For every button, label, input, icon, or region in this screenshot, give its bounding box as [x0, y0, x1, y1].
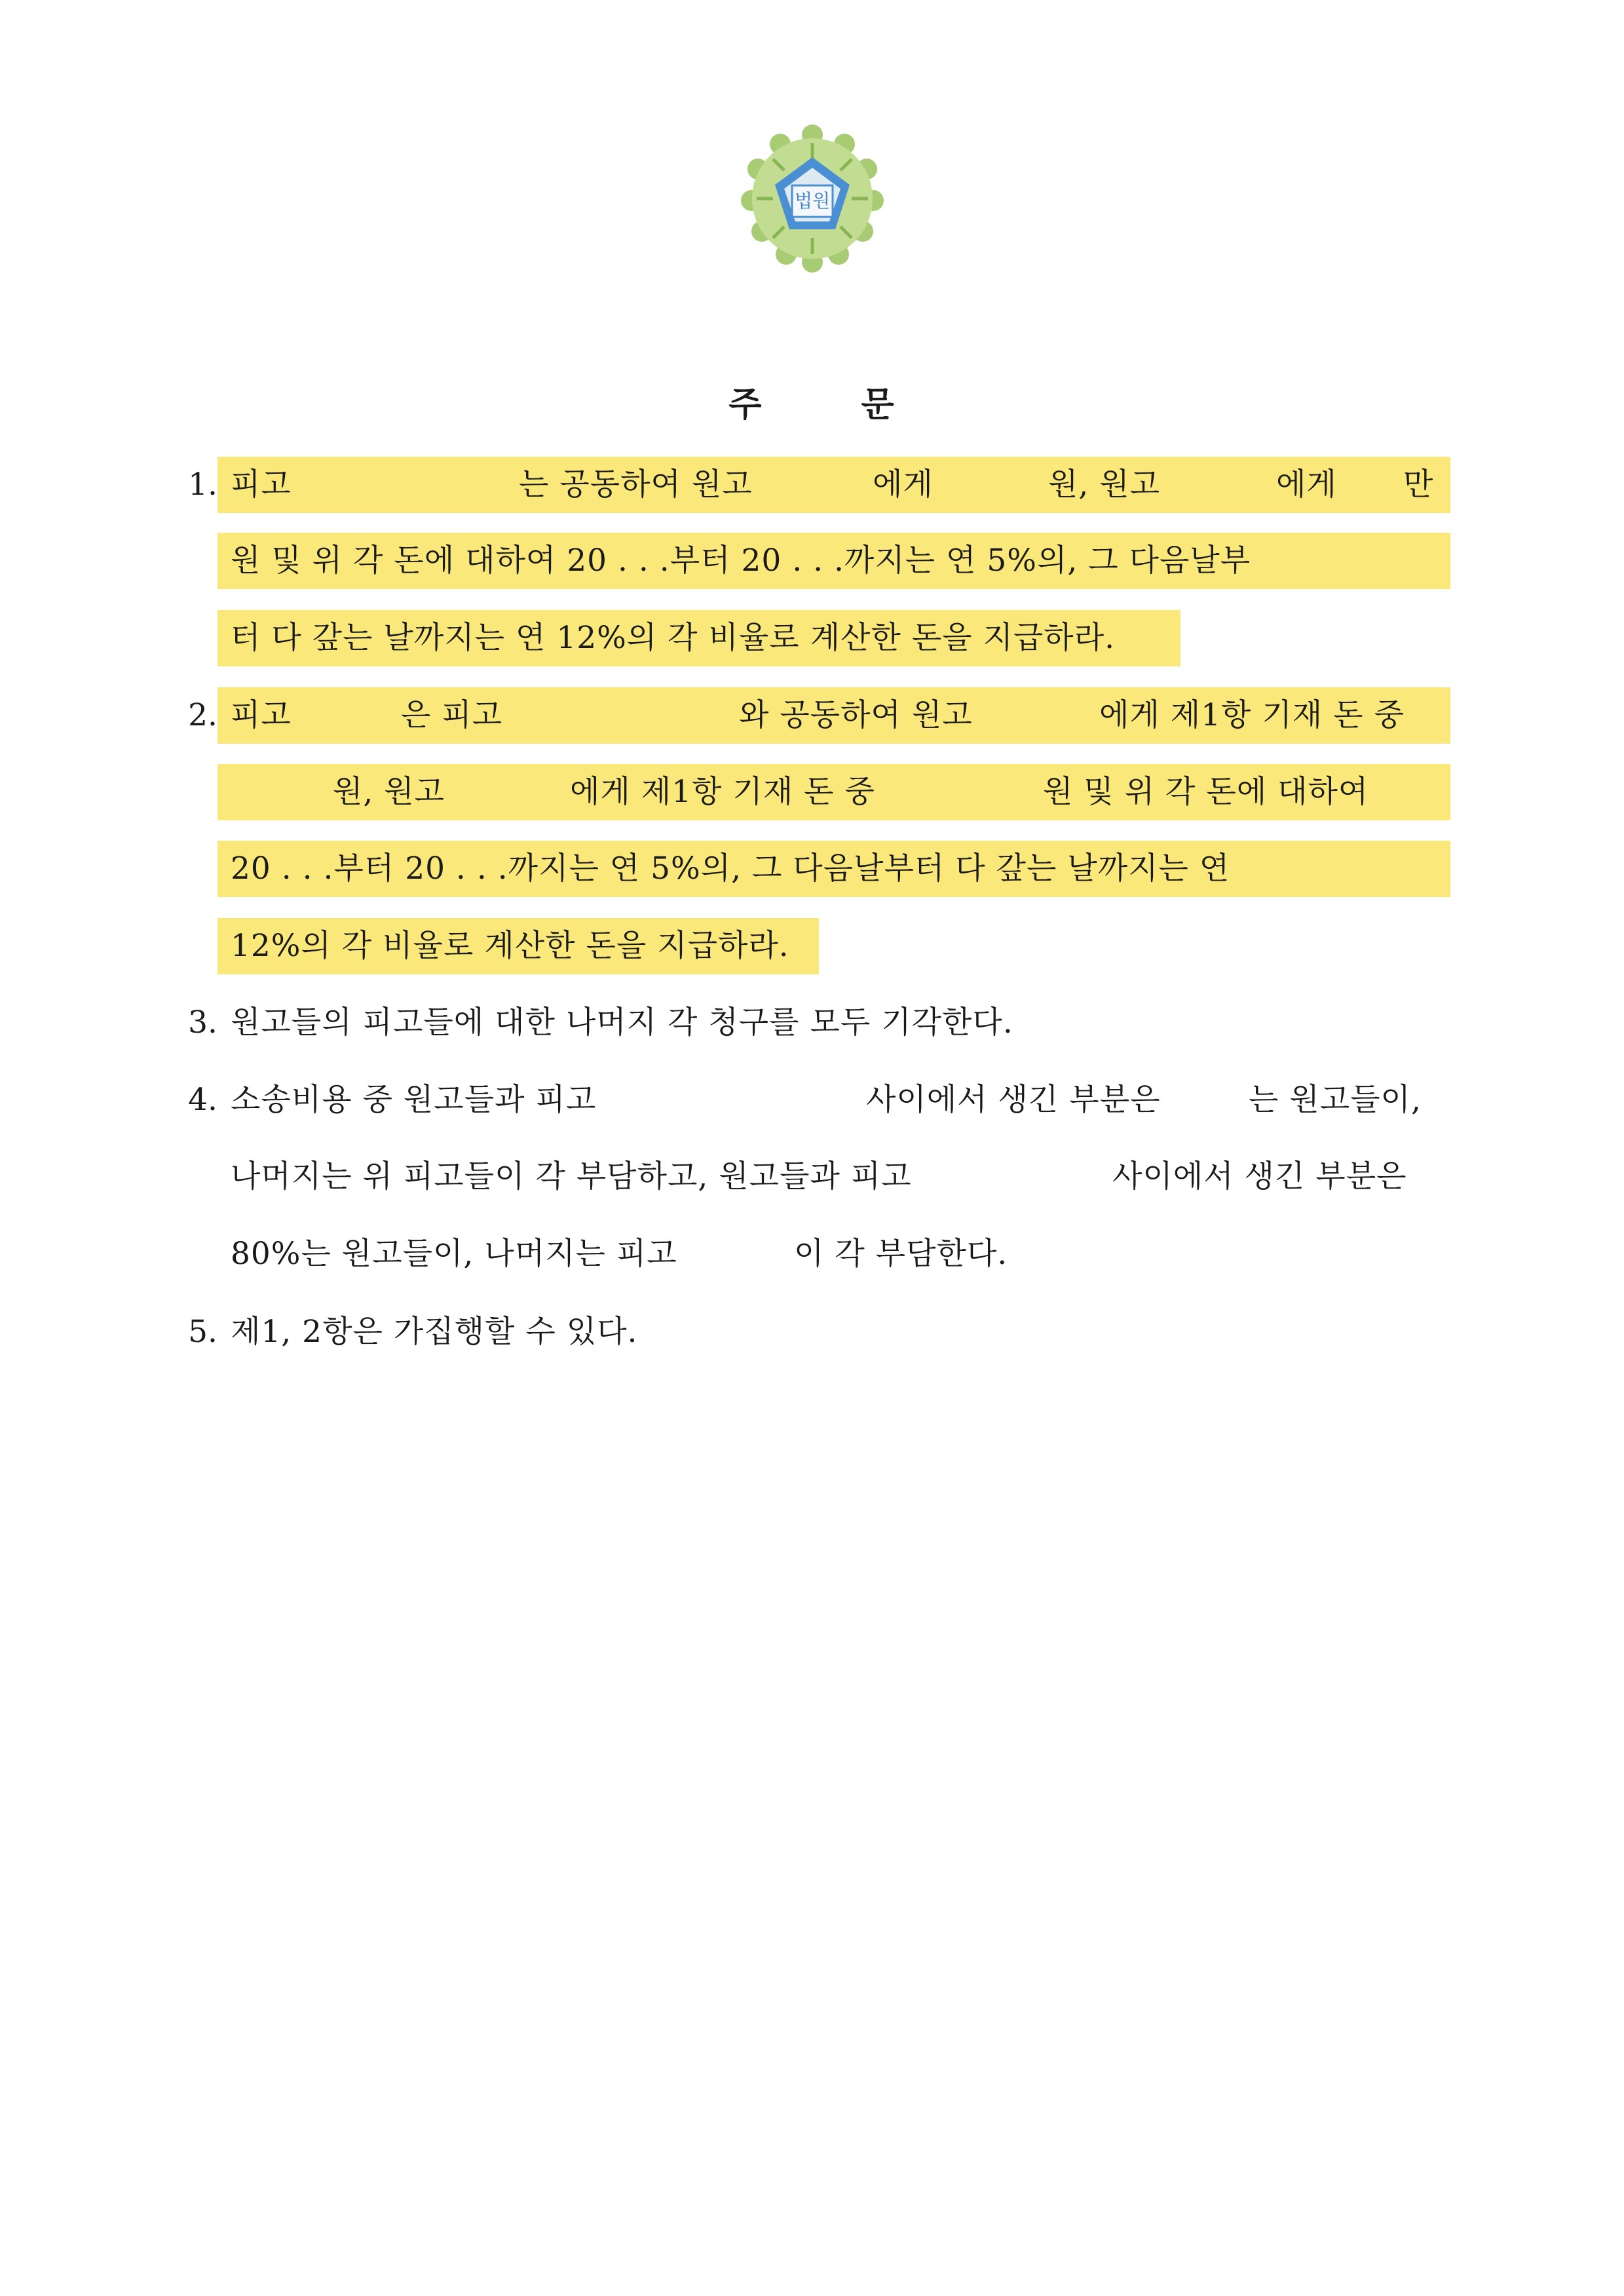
item-4-line-3: [217, 1226, 1450, 1282]
item-3-line-1: [217, 995, 1450, 1051]
title-left: 주: [728, 385, 763, 425]
court-seal-icon: [737, 123, 888, 274]
item-4-line-2: [217, 1149, 1450, 1205]
item-1-number: 1.: [188, 467, 217, 503]
item-1-line-2-seg-1: 원 및 위 각 돈에 대하여 20 . . .부터 20 . . .까지는 연 5%의, 그 다음날부: [231, 543, 1251, 579]
item-3-line-1-seg-1: 원고들의 피고들에 대한 나머지 각 청구를 모두 기각한다.: [231, 1004, 1013, 1041]
item-2-line-3-seg-1: 20 . . .부터 20 . . .까지는 연 5%의, 그 다음날부터 다 갚는 날까지는 연: [231, 851, 1230, 887]
item-1-line-1-seg-4: 원, 원고: [1048, 467, 1161, 503]
item-1-line-1-seg-2: 는 공동하여 원고: [519, 467, 753, 503]
item-3-number: 3.: [188, 1004, 217, 1041]
item-5-line-1: [217, 1304, 1450, 1360]
item-2-line-1-seg-1: 피고: [231, 697, 292, 733]
item-2-number: 2.: [188, 697, 217, 733]
item-2-line-1-seg-3: 와 공동하여 원고: [739, 697, 973, 733]
item-1-line-1: [217, 457, 1450, 513]
item-2-line-2: [217, 764, 1450, 820]
item-4-number: 4.: [188, 1082, 217, 1118]
item-5-number: 5.: [188, 1314, 217, 1350]
item-4-line-3-seg-2: 이 각 부담한다.: [794, 1236, 1008, 1272]
item-2-line-2-seg-3: 원 및 위 각 돈에 대하여: [1043, 774, 1369, 810]
item-4-line-2-seg-2: 사이에서 생긴 부분은: [1112, 1158, 1407, 1195]
item-1-line-1-seg-1: 피고: [231, 467, 292, 503]
item-1-line-1-seg-3: 에게: [873, 467, 934, 503]
item-2-line-1: [217, 687, 1450, 744]
item-5-line-1-seg-1: 제1, 2항은 가집행할 수 있다.: [231, 1314, 638, 1350]
item-2-line-4-seg-1: 12%의 각 비율로 계산한 돈을 지급하라.: [231, 928, 789, 964]
item-2-line-4: [217, 918, 819, 974]
item-2-line-1-seg-2: 은 피고: [401, 697, 503, 733]
item-4-line-3-seg-1: 80%는 원고들이, 나머지는 피고: [231, 1236, 677, 1272]
item-2-line-2-seg-2: 에게 제1항 기재 돈 중: [570, 774, 875, 810]
item-4-line-1-seg-1: 소송비용 중 원고들과 피고: [231, 1082, 597, 1118]
item-4-line-1-seg-2: 사이에서 생긴 부분은: [866, 1082, 1161, 1118]
item-1-line-3-seg-1: 터 다 갚는 날까지는 연 12%의 각 비율로 계산한 돈을 지급하라.: [231, 620, 1116, 656]
seal-text: 법원: [794, 190, 831, 212]
item-1-line-1-seg-6: 만: [1403, 467, 1434, 503]
item-4-line-1: [217, 1072, 1450, 1128]
item-4-line-1-seg-3: 는 원고들이,: [1249, 1082, 1422, 1118]
page-title: [0, 377, 1624, 426]
item-2-line-1-seg-4: 에게 제1항 기재 돈 중: [1099, 697, 1405, 733]
item-1-line-3: [217, 610, 1180, 666]
item-2-line-2-seg-1: 원, 원고: [333, 774, 445, 810]
item-2-line-3: [217, 841, 1450, 897]
item-1-line-2: [217, 533, 1450, 589]
title-right: 문: [861, 385, 896, 425]
item-4-line-2-seg-1: 나머지는 위 피고들이 각 부담하고, 원고들과 피고: [231, 1158, 912, 1195]
item-1-line-1-seg-5: 에게: [1276, 467, 1337, 503]
